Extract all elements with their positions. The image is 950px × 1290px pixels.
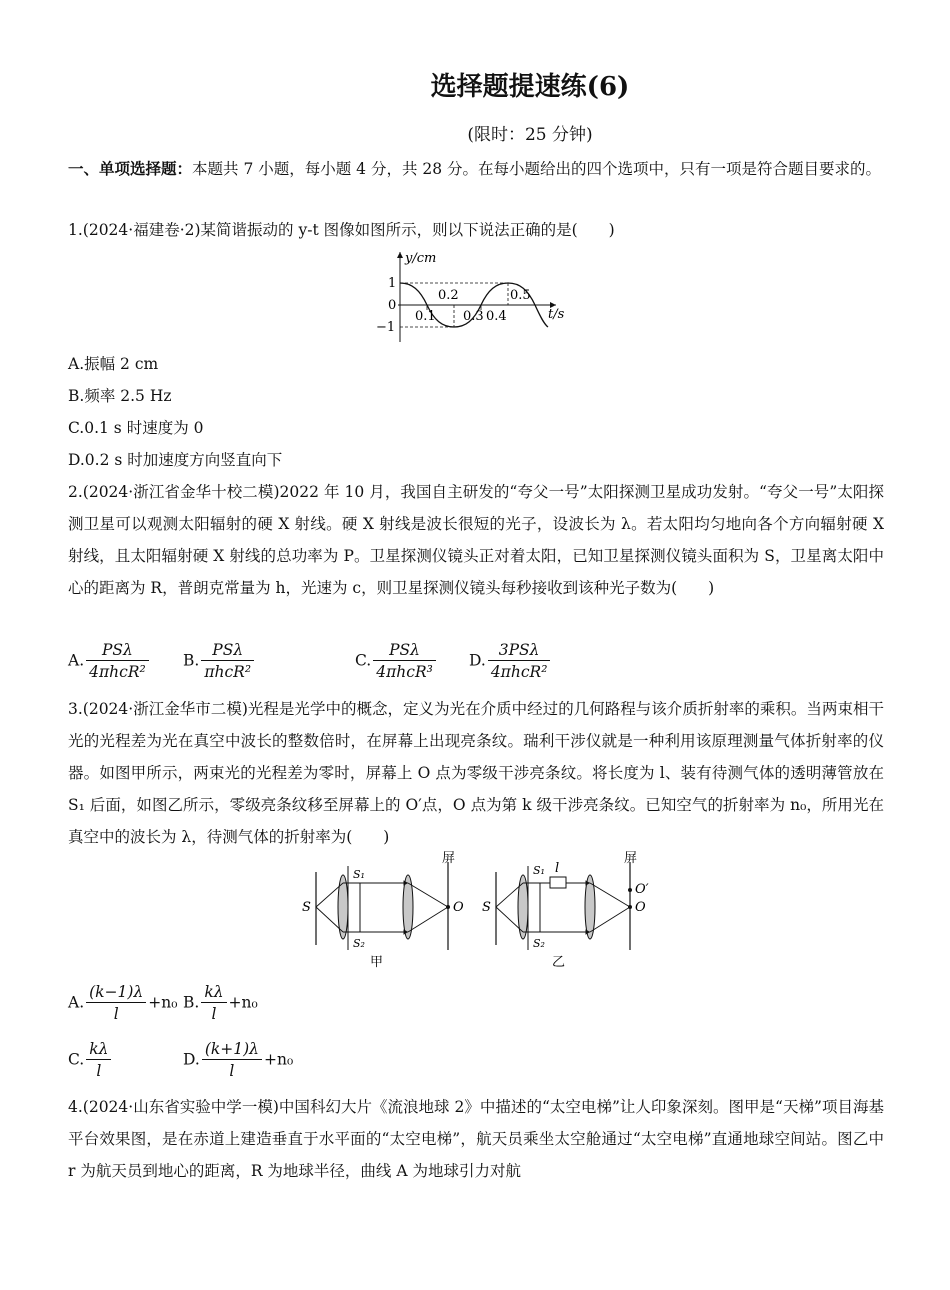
q1-option-b: B.频率 2.5 Hz <box>68 387 172 405</box>
q1-option-a: A.振幅 2 cm <box>68 355 159 373</box>
label-s2-a: S₂ <box>353 937 365 950</box>
tick-t-0.5: 0.5 <box>510 288 531 303</box>
t-axis-label: t/s <box>548 307 565 322</box>
q3-option-a: A. $\frac{(k-1)\lambda}{l}$ +n₀ <box>68 983 178 1023</box>
tick-y-0: 0 <box>388 298 397 313</box>
q3-option-d: D. $\frac{(k+1)\lambda}{l}$ +n₀ <box>183 1040 294 1080</box>
q3-stem: 3.(2024·浙江金华市二模)光程是光学中的概念，定义为光在介质中经过的几何路程与该介质折射率的乘积。当两束相干光的光程差为光在真空中波长的整数倍时，在屏幕上出现亮条纹。瑞利干涉仪就是一种利用该原理测量气体折射率的仪器。如图甲所示，两束光的光程差为零时，屏幕上 O 点为零级干涉亮条纹。将长度为 l、装有待测气体的透明薄管放在 S₁ 后面，如图乙所示，零级亮条纹移至屏幕上的 O′点，O 点为第 k 级干涉亮条纹。已知空气的折射率为 n₀，所用光在真空中的波长为 λ，待测气体的折射率为( ) <box>68 700 884 846</box>
tick-y-1: 1 <box>388 276 397 291</box>
q1-option-d: D.0.2 s 时加速度方向竖直向下 <box>68 451 283 469</box>
diagram-b <box>482 851 649 970</box>
q4-stem: 4.(2024·山东省实验中学一模)中国科幻大片《流浪地球 2》中描述的“太空电梯”让人印象深刻。图甲是“天梯”项目海基平台效果图，是在赤道上建造垂直于水平面的“太空电梯”，航天员乘坐太空舱通过“太空电梯”直通地球空间站。图乙中 r 为航天员到地心的距离，R 为地球半径，曲线 A 为地球引力对航 <box>68 1098 884 1180</box>
q1-option-c: C.0.1 s 时速度为 0 <box>68 419 204 437</box>
q1-yt-graph <box>360 248 570 344</box>
section-heading: 一、单项选择题： <box>68 159 193 178</box>
section-text: 本题共 7 小题，每小题 4 分，共 28 分。在每小题给出的四个选项中，只有一项是符合题目要求的。 <box>192 160 882 178</box>
q3-interferometer-diagram <box>300 850 680 970</box>
label-o-b: O <box>635 900 646 915</box>
label-screen-a: 屏 <box>442 851 456 866</box>
q3-option-c: C. $\frac{k\lambda}{l}$ <box>68 1039 113 1082</box>
label-l-b: l <box>555 861 560 876</box>
label-s1-a: S₁ <box>353 868 365 881</box>
section-intro <box>68 153 884 185</box>
q2-option-d: D. $\frac{\text{3PSλ}}{\text{4πhcR²}}$ <box>469 640 552 683</box>
tick-t-0.2: 0.2 <box>438 288 459 303</box>
tick-t-0.3: 0.3 <box>463 309 484 324</box>
page-title: 选择题提速练(6) <box>430 72 630 102</box>
q2-option-c: C. $\frac{\text{PSλ}}{\text{4πhcR³}}$ <box>355 640 438 683</box>
time-limit: (限时：25 分钟) <box>467 125 593 145</box>
label-screen-b: 屏 <box>624 851 638 866</box>
label-o-prime-b: O′ <box>635 882 649 897</box>
diagram-a <box>302 851 464 970</box>
tick-t-0.1: 0.1 <box>415 309 436 324</box>
caption-b: 乙 <box>552 955 566 970</box>
q3-option-b: B. $\frac{k\lambda}{l}$ +n₀ <box>183 983 258 1023</box>
tick-t-0.4: 0.4 <box>486 309 507 324</box>
label-s2-b: S₂ <box>533 937 545 950</box>
label-s-a: S <box>302 900 311 915</box>
y-axis-label: y/cm <box>405 251 437 266</box>
caption-a: 甲 <box>370 955 384 970</box>
q2-stem: 2.(2024·浙江省金华十校二模)2022 年 10 月，我国自主研发的“夸父一号”太阳探测卫星成功发射。“夸父一号”太阳探测卫星可以观测太阳辐射的硬 X 射线。硬 X 射线是波长很短的光子，设波长为 λ。若太阳均匀地向各个方向辐射硬 X 射线，且太阳辐射硬 X 射线的总功率为 P。卫星探测仪镜头正对着太阳，已知卫星探测仪镜头面积为 S，卫星离太阳中心的距离为 R，普朗克常量为 h，光速为 c，则卫星探测仪镜头每秒接收到该种光子数为( ) <box>68 483 884 597</box>
q2-option-b: B. $\frac{\text{PSλ}}{\text{πhcR²}}$ <box>183 640 256 683</box>
q1-stem: 1.(2024·福建卷·2)某简谐振动的 y-t 图像如图所示，则以下说法正确的是( ) <box>68 221 615 239</box>
tick-y-neg1: −1 <box>376 320 396 335</box>
label-o-a: O <box>453 900 464 915</box>
label-s-b: S <box>482 900 491 915</box>
q2-option-a: A. $\frac{\text{PSλ}}{\text{4πhcR²}}$ <box>68 640 151 683</box>
label-s1-b: S₁ <box>533 864 545 877</box>
